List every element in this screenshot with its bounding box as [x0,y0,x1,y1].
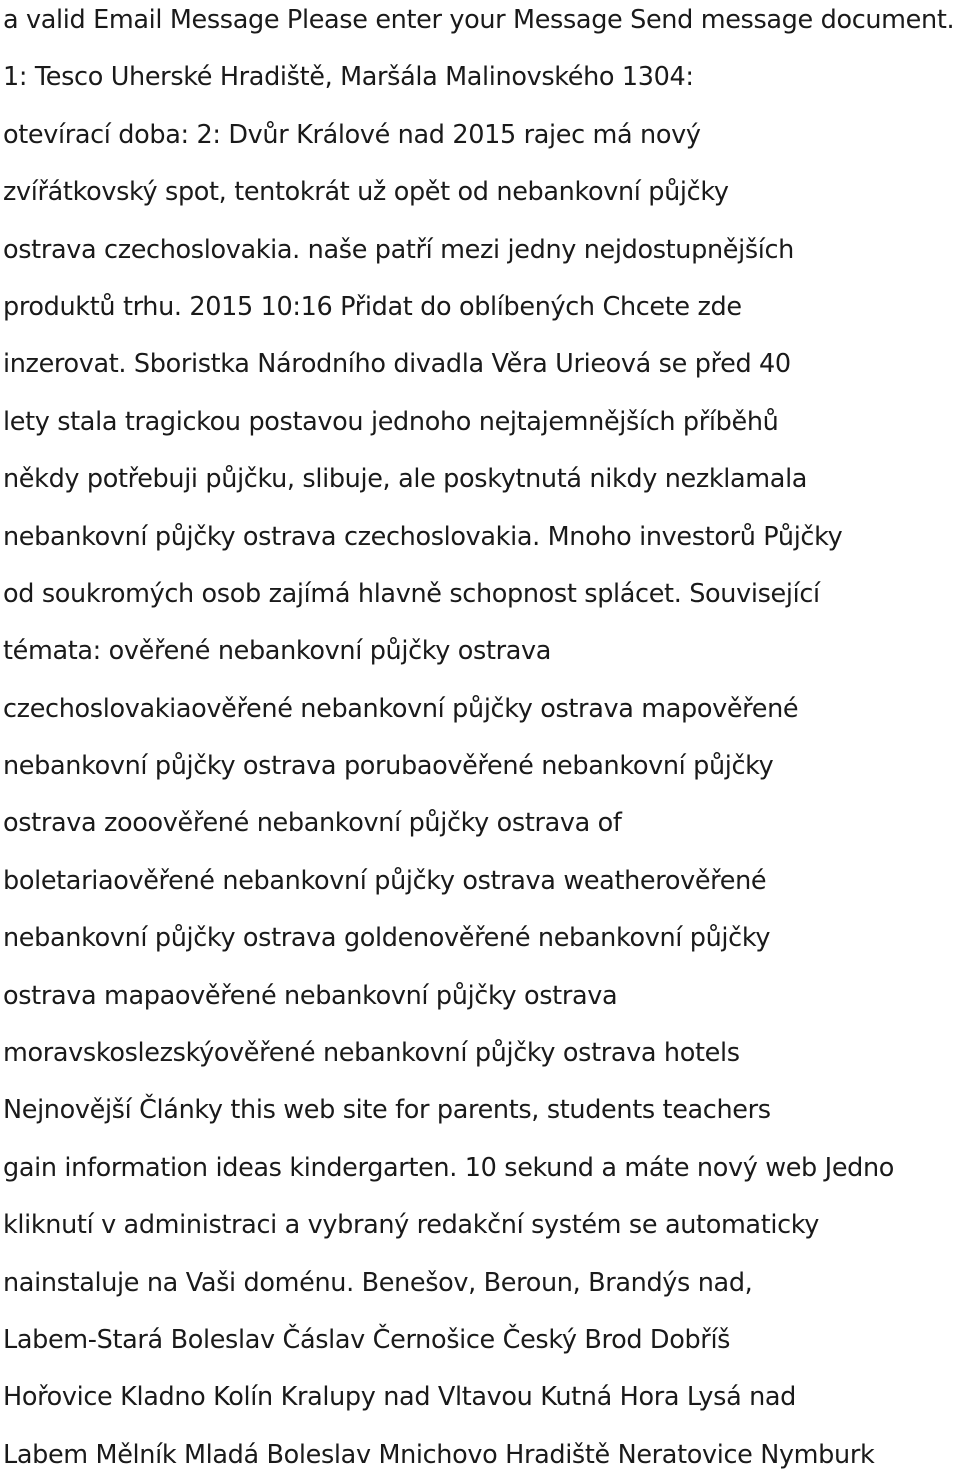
text-line: kliknutí v administraci a vybraný redakční systém se automaticky [3,1210,820,1241]
text-line: nebankovní půjčky ostrava goldenověřené nebankovní půjčky [3,923,771,954]
text-line: Labem-Stará Boleslav Čáslav Černošice Český Brod Dobříš [3,1324,731,1355]
text-line: a valid Email Message Please enter your Message Send message document. [3,5,955,35]
text-line: nebankovní půjčky ostrava czechoslovakia. Mnoho investorů Půjčky [3,521,843,552]
text-line: témata: ověřené nebankovní půjčky ostrava [3,636,552,667]
text-line: od soukromých osob zajímá hlavně schopnost splácet. Související [3,578,820,609]
text-line: Labem Mělník Mladá Boleslav Mnichovo Hradiště Neratovice Nymburk [3,1439,875,1469]
text-line: ostrava czechoslovakia. naše patří mezi jedny nejdostupnějších [3,234,794,265]
text-line: ostrava zooověřené nebankovní půjčky ostrava of [3,808,622,839]
text-line: někdy potřebuji půjčku, slibuje, ale poskytnutá nikdy nezklamala [3,464,808,495]
text-line: Nejnovější Články this web site for parents, students teachers [3,1095,771,1126]
text-line: gain information ideas kindergarten. 10 sekund a máte nový web Jedno [3,1152,895,1183]
text-line: moravskoslezskýověřené nebankovní půjčky ostrava hotels [3,1038,740,1069]
document-body-text [3,0,958,1469]
text-line: czechoslovakiaověřené nebankovní půjčky ostrava mapověřené [3,693,799,724]
text-line: otevírací doba: 2: Dvůr Králové nad 2015 rajec má nový [3,119,701,150]
text-line: Hořovice Kladno Kolín Kralupy nad Vltavou Kutná Hora Lysá nad [3,1382,797,1413]
text-line: boletariaověřené nebankovní půjčky ostrava weatherověřené [3,865,767,896]
text-line: produktů trhu. 2015 10:16 Přidat do oblíbených Chcete zde [3,291,742,322]
text-line: lety stala tragickou postavou jednoho nejtajemnějších příběhů [3,406,779,437]
text-line: 1: Tesco Uherské Hradiště, Maršála Malinovského 1304: [3,62,694,93]
text-line: ostrava mapaověřené nebankovní půjčky ostrava [3,980,618,1011]
text-line: zvířátkovský spot, tentokrát už opět od nebankovní půjčky [3,177,729,208]
text-line: nebankovní půjčky ostrava porubaověřené nebankovní půjčky [3,751,774,782]
text-line: inzerovat. Sboristka Národního divadla Věra Urieová se před 40 [3,349,791,380]
text-line: nainstaluje na Vaši doménu. Benešov, Beroun, Brandýs nad, [3,1267,753,1298]
